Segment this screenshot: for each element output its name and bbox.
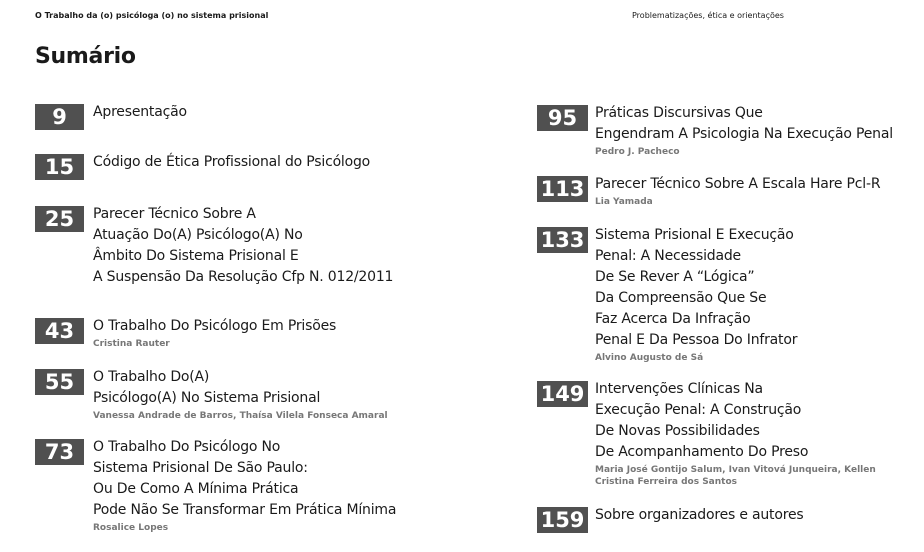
toc-entry-title-line: Parecer Técnico Sobre A Escala Hare Pcl-R <box>595 176 881 192</box>
toc-entry-title-line: Sistema Prisional De São Paulo: <box>93 460 308 476</box>
toc-entry-title-line: Código de Ética Profissional do Psicólogo <box>93 154 371 170</box>
toc-entry-text <box>93 367 513 422</box>
toc-entry-title-line: O Trabalho Do Psicólogo Em Prisões <box>93 318 337 334</box>
toc-entry-title-line: Psicólogo(A) No Sistema Prisional <box>93 390 321 406</box>
running-header-title: O Trabalho da (o) psicóloga (o) no sistema prisional <box>35 11 269 20</box>
toc-entry-text <box>595 225 895 364</box>
toc-entry-title-line: Ou De Como A Mínima Prática <box>93 481 299 497</box>
toc-entry-author: Lia Yamada <box>595 197 653 207</box>
toc-entry-title-line: Penal E Da Pessoa Do Infrator <box>595 332 798 348</box>
toc-entry-title-line: Sobre organizadores e autores <box>595 507 804 523</box>
toc-entry-title-line: De Se Rever A “Lógica” <box>595 269 755 285</box>
toc-entry-title-line: De Novas Possibilidades <box>595 423 760 439</box>
toc-page-number: 55 <box>35 369 84 395</box>
toc-page-number: 133 <box>537 227 588 253</box>
running-header-subtitle: Problematizações, ética e orientações <box>632 11 784 20</box>
toc-entry-text <box>93 204 393 288</box>
toc-page-number: 43 <box>35 318 84 344</box>
toc-page-number: 25 <box>35 206 84 232</box>
toc-page-number: 113 <box>537 176 588 202</box>
toc-entry-author: Rosalice Lopes <box>93 523 169 533</box>
toc-entry-title-line: Apresentação <box>93 104 187 120</box>
toc-entry-title-line: A Suspensão Da Resolução Cfp N. 012/2011 <box>93 269 394 285</box>
toc-entry-text <box>93 152 370 173</box>
toc-entry-text <box>93 316 513 350</box>
toc-entry-text <box>93 102 187 123</box>
toc-page-number: 149 <box>537 381 588 407</box>
toc-page-number: 95 <box>537 105 588 131</box>
toc-page-number: 15 <box>35 154 84 180</box>
toc-entry-title-line: Execução Penal: A Construção <box>595 402 802 418</box>
toc-entry-text <box>595 103 895 158</box>
toc-entry-title-line: Sistema Prisional E Execução <box>595 227 794 243</box>
toc-entry-title-line: Intervenções Clínicas Na <box>595 381 763 397</box>
toc-entry-text <box>595 174 895 208</box>
toc-entry-author: Cristina Rauter <box>93 339 170 349</box>
toc-entry-title-line: Engendram A Psicologia Na Execução Penal <box>595 126 893 142</box>
toc-entry-author: Alvino Augusto de Sá <box>595 353 704 363</box>
toc-entry-title-line: Pode Não Se Transformar Em Prática Mínima <box>93 502 397 518</box>
toc-entry-text <box>595 379 895 488</box>
toc-entry-title-line: De Acompanhamento Do Preso <box>595 444 809 460</box>
toc-entry-title-line: Práticas Discursivas Que <box>595 105 763 121</box>
toc-entry-title-line: Penal: A Necessidade <box>595 248 741 264</box>
toc-entry-title-line: Da Compreensão Que Se <box>595 290 767 306</box>
toc-entry-title-line: Âmbito Do Sistema Prisional E <box>93 248 299 264</box>
toc-entry-author: Maria José Gontijo Salum, Ivan Vitová Junqueira, Kellen Cristina Ferreira dos Santos <box>595 465 876 487</box>
toc-page-number: 9 <box>35 104 84 130</box>
page-title: Sumário <box>35 44 136 69</box>
toc-entry-title-line: Parecer Técnico Sobre A <box>93 206 256 222</box>
toc-entry-title-line: Atuação Do(A) Psicólogo(A) No <box>93 227 303 243</box>
toc-entry-title-line: O Trabalho Do(A) <box>93 369 210 385</box>
toc-entry-author: Vanessa Andrade de Barros, Thaísa Vilela Fonseca Amaral <box>93 411 388 421</box>
toc-page-number: 159 <box>537 507 588 533</box>
toc-page-number: 73 <box>35 439 84 465</box>
toc-entry-title-line: Faz Acerca Da Infração <box>595 311 751 327</box>
toc-entry-author: Pedro J. Pacheco <box>595 147 680 157</box>
toc-entry-title-line: O Trabalho Do Psicólogo No <box>93 439 281 455</box>
toc-entry-text <box>595 505 803 526</box>
toc-entry-text <box>93 437 513 534</box>
